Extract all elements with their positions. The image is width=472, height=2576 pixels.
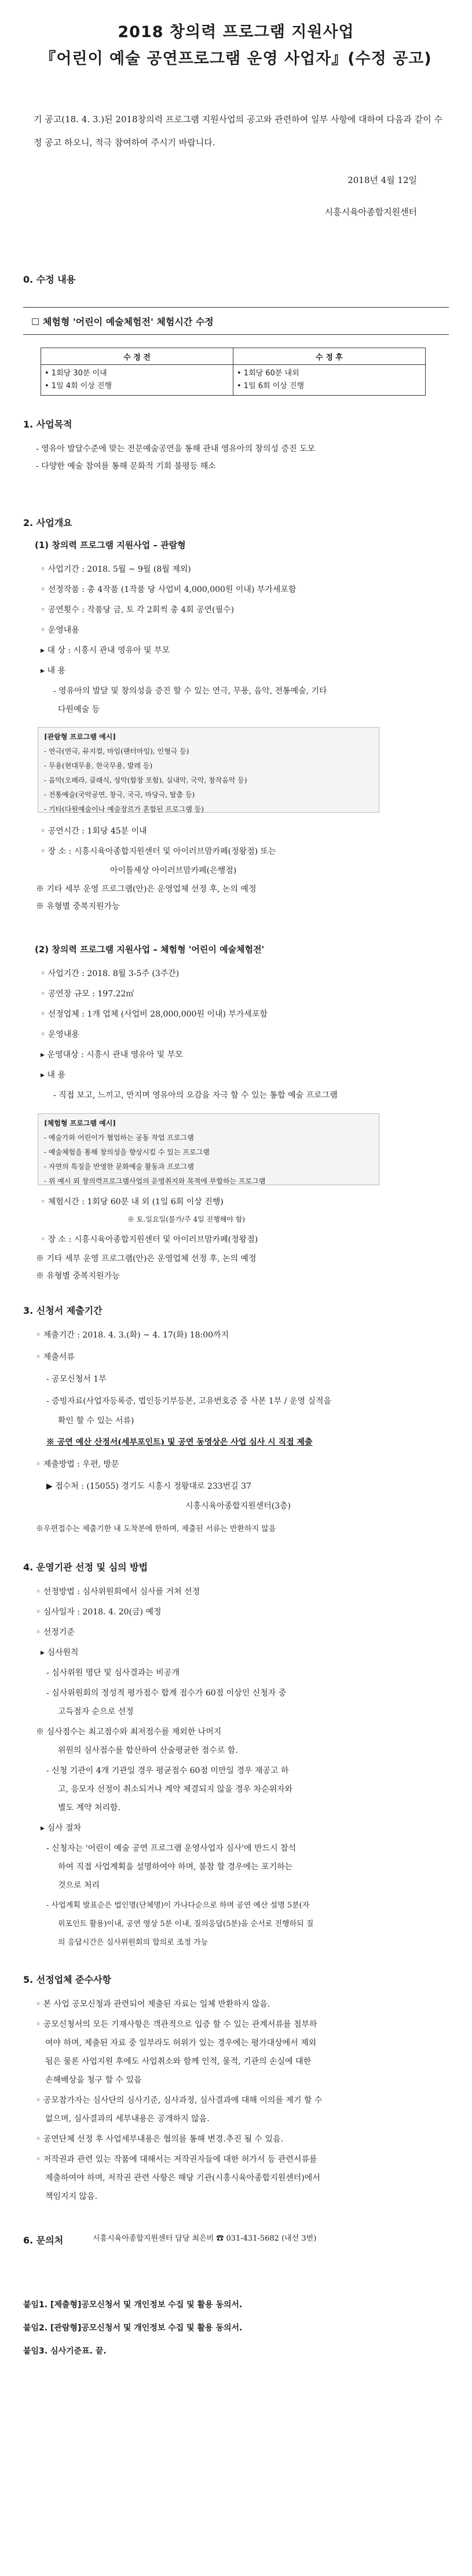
example-line: - 무용(현대무용, 한국무용, 발레 등) <box>44 762 153 770</box>
s3-line: - 공모신청서 1부 <box>46 1375 107 1384</box>
s2a-line: ◦ 사업기간 : 2018. 5월 ~ 9월 (8월 제외) <box>41 565 191 574</box>
s4-line: 고득점자 순으로 선정 <box>58 1707 134 1716</box>
s4-line: 하여 직접 사업계획을 설명하여야 하며, 불참 할 경우에는 포기하는 <box>58 1862 293 1872</box>
s4-line: - 심사위원회의 정성적 평가점수 합계 점수가 60점 이상인 신청자 중 <box>46 1689 287 1698</box>
s2a-line: ▸ 대 상 : 시흥시 관내 영유아 및 부모 <box>41 646 170 655</box>
section-2-heading: 2. 사업개요 <box>23 517 72 528</box>
section-1-heading: 1. 사업목적 <box>23 419 72 430</box>
s2a-line: ※ 유형별 중복지원가능 <box>36 902 120 911</box>
s3-line: ◦ 제출방법 : 우편, 방문 <box>36 1460 119 1469</box>
s3-line: 시흥시육아종합지원센터(3층) <box>185 1501 291 1511</box>
s5-line: 됨은 물론 사업지원 후에도 사업취소와 함께 인적, 물적, 기관의 손실에 대한 <box>45 2057 312 2066</box>
s4-line: 별도 계약 처리함. <box>58 1803 121 1813</box>
s2a-line: ◦ 선정작품 : 총 4작품 (1작품 당 사업비 4,000,000원 이내) 부가세포함 <box>41 585 297 594</box>
notice-date: 2018년 4월 12일 <box>347 175 417 185</box>
revision-box-title: ☐ 체험형 '어린이 예술체험전' 체험시간 수정 <box>31 316 214 327</box>
s2b-line: ◦ 운영내용 <box>41 1030 79 1039</box>
s2a-line: ◦ 공연시간 : 1회당 45분 이내 <box>41 827 147 836</box>
s2a-heading: (1) 창의력 프로그램 지원사업 – 관람형 <box>35 540 186 550</box>
s4-line: ▸ 심사 절차 <box>41 1824 82 1833</box>
before-row: • 1회당 30분 이내 <box>45 369 107 378</box>
s5-line: 없으며, 심사결과의 세부내용은 공개하지 않음. <box>45 2114 210 2124</box>
s5-line: 책임지지 않음. <box>45 2192 98 2201</box>
s3-highlight-note: ※ 공연 예산 산정서(세부포인트) 및 공연 동영상은 사업 심사 시 직접 제출 <box>46 1438 313 1447</box>
s5-line: ◦ 공모신청서의 모든 기재사항은 객관적으로 입증 할 수 있는 관계서류를 첨부하 <box>36 2020 317 2029</box>
s3-line: ※우편접수는 제출기한 내 도착분에 한하며, 제출된 서류는 반환하지 않음 <box>36 1525 276 1533</box>
s3-line: - 증빙자료(사업자등록증, 법인등기부등본, 고유번호증 중 사본 1부 / 운영 실적을 <box>46 1397 332 1406</box>
example-line: - 전통예술(국악공연, 창극, 국극, 마당극, 탈춤 등) <box>44 791 195 799</box>
s2b-line: ◦ 사업기간 : 2018. 8월 3-5주 (3주간) <box>41 969 180 978</box>
example-line: - 음악(오페라, 클래식, 성악(합창 포함), 실내악, 국악, 창작음악 등) <box>44 776 247 784</box>
after-row: • 1일 6회 이상 진행 <box>237 382 305 390</box>
s5-line: ◦ 공모참가자는 심사단의 심사기준, 심사과정, 심사결과에 대해 이의를 제기 할 수 <box>36 2096 323 2105</box>
section-5-heading: 5. 선정업체 준수사항 <box>23 1974 111 1985</box>
s2b-line: ▸ 운영대상 : 시흥시 관내 영유아 및 부모 <box>41 1050 183 1059</box>
before-header: 수 정 전 <box>41 348 233 365</box>
example-line: - 기타(다원예술이나 예술장르가 혼합된 프로그램 등) <box>44 805 204 813</box>
s3-line: ▶ 접수처 : (15055) 경기도 시흥시 정왕대로 233번길 37 <box>46 1482 251 1491</box>
s4-line: - 사업계획 발표순은 법인명(단체명)이 가나다순으로 하며 공연 예산 설명 5분(자 <box>46 1901 310 1910</box>
s4-line: ◦ 선정방법 : 심사위원회에서 심사를 거쳐 선정 <box>36 1587 200 1596</box>
s2b-line: ▸ 내 용 <box>41 1070 65 1080</box>
s5-line: 제출하여야 하며, 저작권 관련 사항은 해당 기관(시흥시육아종합지원센터)에서 <box>45 2173 320 2183</box>
example-line: - 예술체험을 통해 창의성을 향상시킬 수 있는 프로그램 <box>44 1148 210 1156</box>
s5-line: 여야 하며, 제출된 자료 중 일부라도 허위가 있는 경우에는 평가대상에서 제외 <box>45 2038 317 2048</box>
after-row: • 1회당 60분 내외 <box>237 369 299 378</box>
s4-line: 것으로 처리 <box>58 1881 100 1890</box>
example-line: - 예술가와 어린이가 협업하는 공동 작업 프로그램 <box>44 1134 194 1142</box>
s1-line: - 다양한 예술 참여를 통해 문화적 기회 불평등 해소 <box>36 462 216 471</box>
s2b-line: - 직접 보고, 느끼고, 만지며 영유아의 오감을 자극 할 수 있는 통합 예술 프로그램 <box>53 1091 338 1100</box>
section-4-heading: 4. 운영기관 선정 및 심의 방법 <box>23 1562 148 1573</box>
s2a-line: ※ 기타 세부 운영 프로그램(안)은 운영업체 선정 후, 논의 예정 <box>36 885 257 894</box>
s4-line: - 심사위원 명단 및 심사결과는 비공개 <box>46 1668 180 1678</box>
s2a-line: - 영유아의 발달 및 창의성을 증진 할 수 있는 연극, 무용, 음악, 전통예술, 기타 <box>53 686 327 696</box>
after-cell <box>233 365 426 396</box>
s4-line: ※ 심사점수는 최고점수와 최저점수를 제외한 나머지 <box>36 1727 222 1737</box>
revision-table <box>41 348 426 396</box>
s2a-line: ◦ 공연횟수 : 작품당 금, 토 각 2회씩 총 4회 공연(필수) <box>41 605 235 615</box>
s2b-line: ◦ 공연장 규모 : 197.22㎡ <box>41 989 134 999</box>
s3-line: ◦ 제출서류 <box>36 1353 75 1362</box>
s2b-line: ※ 유형별 중복지원가능 <box>36 1271 120 1281</box>
section-6-heading: 6. 문의처 <box>23 2235 64 2246</box>
attachment-item: 붙임1. [제출형]공모신청서 및 개인정보 수집 및 활용 동의서. <box>23 2300 243 2310</box>
s5-line: ◦ 본 사업 공모신청과 관련되어 제출된 자료는 일체 반환하지 않음. <box>36 2000 270 2009</box>
title-line-1: 2018 창의력 프로그램 지원사업 <box>118 23 354 41</box>
s2b-line: ◦ 체험시간 : 1회당 60분 내 외 (1일 6회 이상 진행) <box>41 1197 224 1207</box>
s5-line: ◦ 공연단체 선정 후 사업세부내용은 협의를 통해 변경․추진 될 수 있음. <box>36 2135 284 2144</box>
example-line: - 연극(연극, 뮤지컬, 마임(팬터마임), 인형극 등) <box>44 747 189 755</box>
before-row: • 1일 4회 이상 진행 <box>45 382 112 390</box>
example-box-heading: [체험형 프로그램 예시] <box>44 1119 116 1127</box>
s2a-line: ▸ 내 용 <box>41 666 65 675</box>
s4-line: ◦ 심사일자 : 2018. 4. 20(금) 예정 <box>36 1607 162 1617</box>
s4-line: 고, 응모자 선정이 취소되거나 계약 체결되지 않을 경우 차순위자와 <box>58 1785 293 1794</box>
title-line-2: 『어린이 예술 공연프로그램 운영 사업자』(수정 공고) <box>40 50 432 68</box>
section-0-heading: 0. 수정 내용 <box>23 274 76 285</box>
example-line: - 위 예시 외 창의력프로그램사업의 운영취지와 목적에 부합하는 프로그램 <box>44 1177 266 1185</box>
example-box-experience <box>38 1113 379 1185</box>
s2b-line: ◦ 선정업체 : 1개 업체 (사업비 28,000,000원 이내) 부가세포함 <box>41 1010 268 1019</box>
example-box-heading: [관람형 프로그램 예시] <box>44 733 116 741</box>
intro-paragraph: 기 공고(18. 4. 3.)된 2018창의력 프로그램 지원사업의 공고와 관련하여 일부 사항에 대하여 다음과 같이 수정 공고 하오니, 적극 참여하여 주시기 바랍니다. <box>34 114 442 148</box>
issuing-organization: 시흥시육아종합지원센터 <box>324 207 417 217</box>
s4-line: - 신청 기관이 4개 기관일 경우 평균점수 60점 미만일 경우 재공고 하 <box>46 1766 289 1775</box>
s2a-line: ◦ 장 소 : 시흥시육아종합지원센터 및 아이러브맘카페(정왕점) 또는 <box>41 847 276 856</box>
title-block <box>0 21 472 71</box>
s3-line: 확인 할 수 있는 서류) <box>58 1416 134 1426</box>
s3-line: ◦ 제출기간 : 2018. 4. 3.(화) ~ 4. 17(화) 18:00까지 <box>36 1331 229 1340</box>
s4-line: - 신청자는 '어린이 예술 공연 프로그램 운영사업자 심사'에 반드시 참석 <box>46 1844 297 1853</box>
example-line: - 자연의 특징을 반영한 문화예술 활동과 프로그램 <box>44 1163 194 1171</box>
s1-line: - 영유아 발달수준에 맞는 전문예술공연을 통해 관내 영유아의 창의성 증진 도모 <box>36 444 315 454</box>
s2a-line: 아이틀세상 아이러브맘카페(은행점) <box>110 866 237 875</box>
revision-box <box>23 307 449 335</box>
s4-line: ◦ 선정기준 <box>36 1628 75 1637</box>
s2b-line: ※ 기타 세부 운영 프로그램(안)은 운영업체 선정 후, 논의 예정 <box>36 1254 257 1263</box>
s2b-line: ※ 토․일요일(불가/주 4일 진행해야 함) <box>127 1215 246 1223</box>
s4-line: 의 응답시간은 심사위원회의 합의로 조정 가능 <box>58 1938 208 1947</box>
contact-info: 시흥시육아종합지원센터 담당 최은비 ☎ 031-431-5682 (내선 3번) <box>93 2234 317 2243</box>
s5-line: 손해배상을 청구 할 수 있음 <box>45 2076 142 2085</box>
example-box-viewing <box>38 727 379 813</box>
attachment-item: 붙임2. [관람형]공모신청서 및 개인정보 수집 및 활용 동의서. <box>23 2323 243 2333</box>
section-3-heading: 3. 신청서 제출기간 <box>23 1305 103 1316</box>
before-cell <box>41 365 233 396</box>
attachment-item: 붙임3. 심사기준표. 끝. <box>23 2347 107 2356</box>
s4-line: 위포인트 활용)이내, 공연 영상 5분 이내, 질의응답(5분)을 순서로 진행하되 질 <box>58 1920 314 1928</box>
s2a-line: ◦ 운영내용 <box>41 626 79 635</box>
s5-line: ◦ 저작권과 관련 있는 작품에 대해서는 저작권자들에 대한 허가서 등 관련서류를 <box>36 2155 317 2164</box>
s2b-line: ◦ 장 소 : 시흥시육아종합지원센터 및 아이러브맘카페(정왕점) <box>41 1235 258 1244</box>
s4-line: ▸ 심사원칙 <box>41 1648 79 1657</box>
s2a-line: 다원예술 등 <box>58 705 100 714</box>
s4-line: 위원의 심사점수를 합산하여 산술평균한 점수로 함. <box>58 1746 238 1755</box>
after-header: 수 정 후 <box>233 348 426 365</box>
s2b-heading: (2) 창의력 프로그램 지원사업 – 체험형 '어린이 예술체험전' <box>35 944 265 955</box>
